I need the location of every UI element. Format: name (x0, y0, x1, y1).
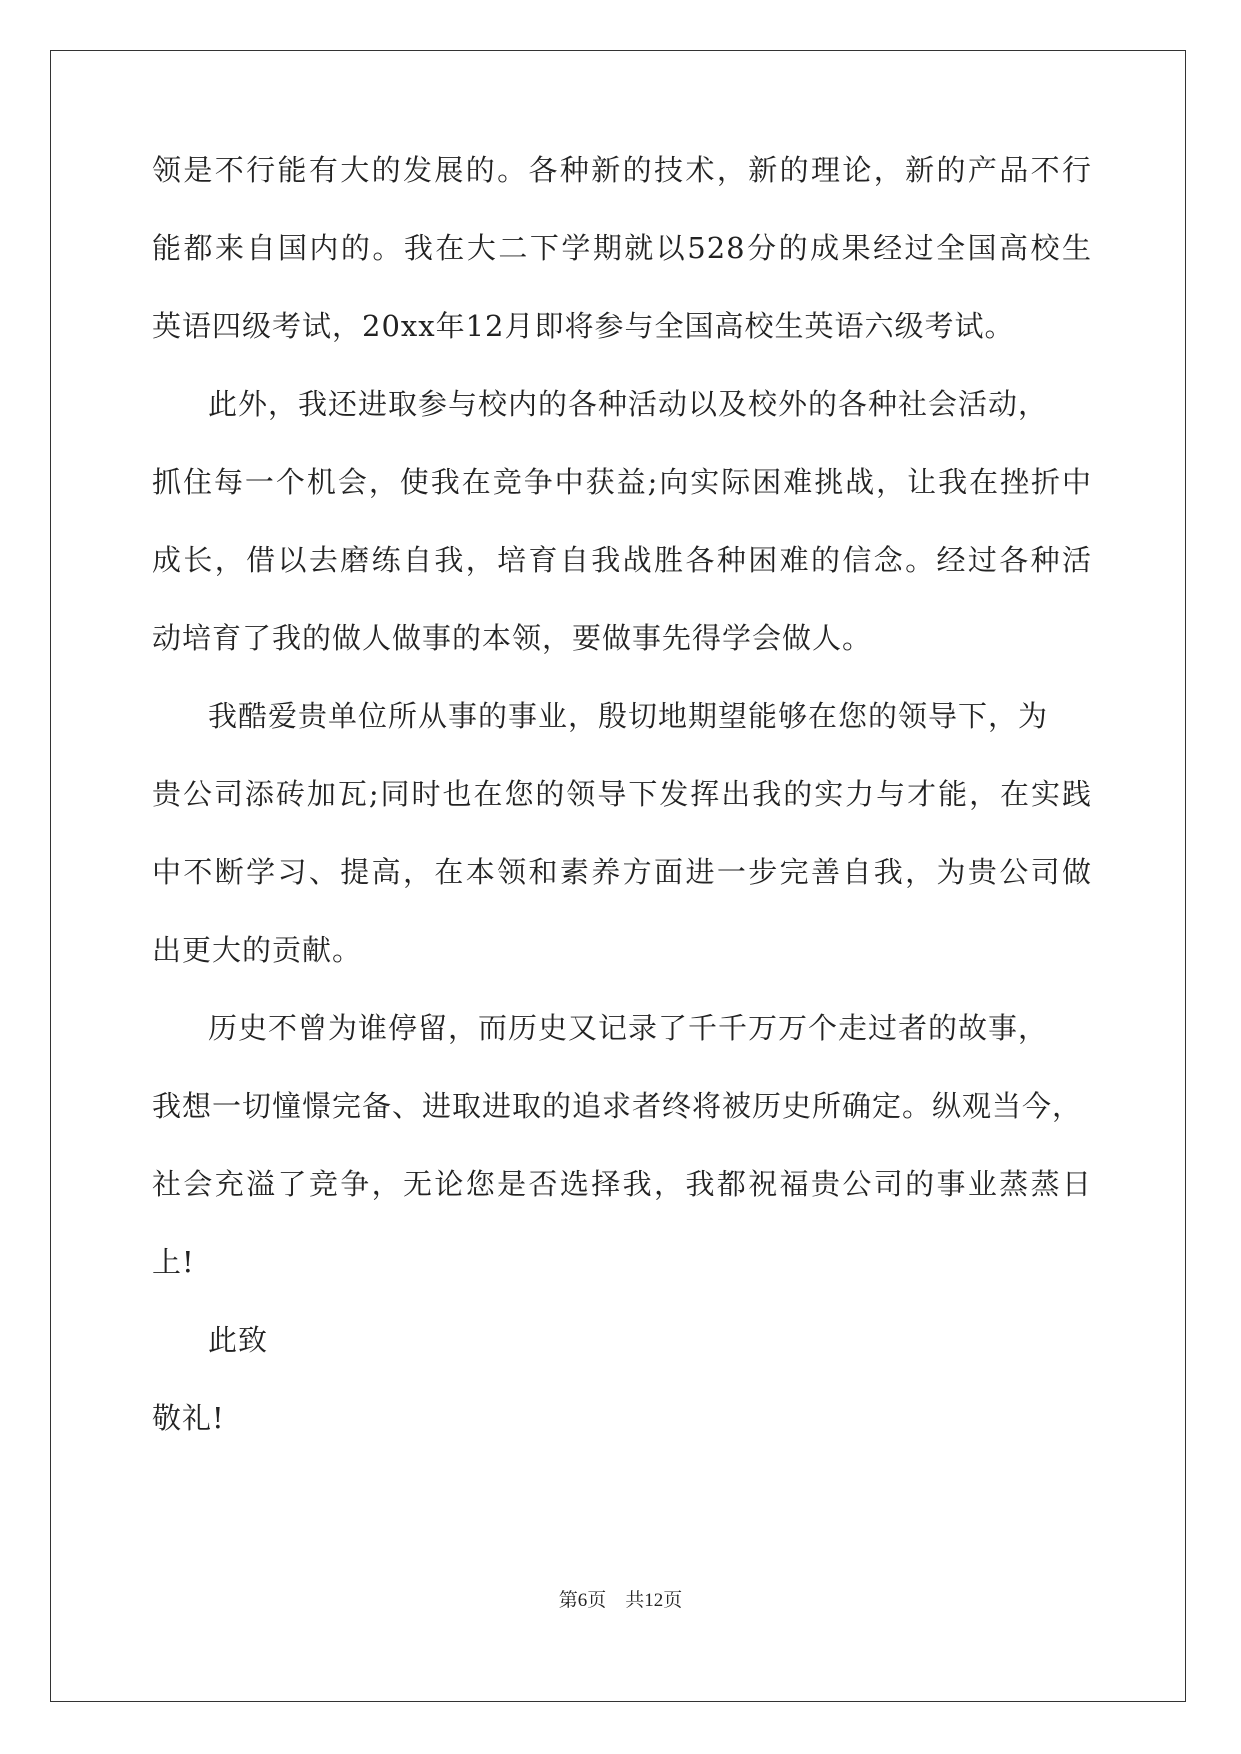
text-line: 能都来自国内的。我在大二下学期就以528分的成果经过全国高校生 (152, 231, 1092, 265)
page-number: 第6页 (558, 1590, 607, 1611)
page-footer (0, 1588, 1241, 1614)
text-line: 上! (152, 1245, 195, 1279)
closing-regards: 敬礼! (152, 1401, 225, 1435)
paragraph-start-line: 此外，我还进取参与校内的各种活动以及校外的各种社会活动， (208, 387, 1049, 421)
text-line: 领是不行能有大的发展的。各种新的技术，新的理论，新的产品不行 (152, 153, 1092, 187)
text-line: 成长，借以去磨练自我，培育自我战胜各种困难的信念。经过各种活 (152, 543, 1092, 577)
text-line: 社会充溢了竞争，无论您是否选择我，我都祝福贵公司的事业蒸蒸日 (152, 1167, 1092, 1201)
text-line: 抓住每一个机会，使我在竞争中获益;向实际困难挑战，让我在挫折中 (152, 465, 1092, 499)
text-line: 英语四级考试，20xx年12月即将参与全国高校生英语六级考试。 (152, 309, 1015, 343)
paragraph-start-line: 历史不曾为谁停留，而历史又记录了千千万万个走过者的故事， (208, 1011, 1049, 1045)
closing-salutation: 此致 (208, 1323, 269, 1357)
text-line: 中不断学习、提高，在本领和素养方面进一步完善自我，为贵公司做 (152, 855, 1092, 889)
text-line: 动培育了我的做人做事的本领，要做事先得学会做人。 (152, 621, 873, 655)
text-line: 出更大的贡献。 (152, 933, 363, 967)
text-line: 贵公司添砖加瓦;同时也在您的领导下发挥出我的实力与才能，在实践 (152, 777, 1092, 811)
page-total: 共12页 (625, 1590, 683, 1611)
paragraph-start-line: 我酷爱贵单位所从事的事业，殷切地期望能够在您的领导下，为 (208, 699, 1049, 733)
text-line: 我想一切憧憬完备、进取进取的追求者终将被历史所确定。纵观当今， (152, 1089, 1083, 1123)
